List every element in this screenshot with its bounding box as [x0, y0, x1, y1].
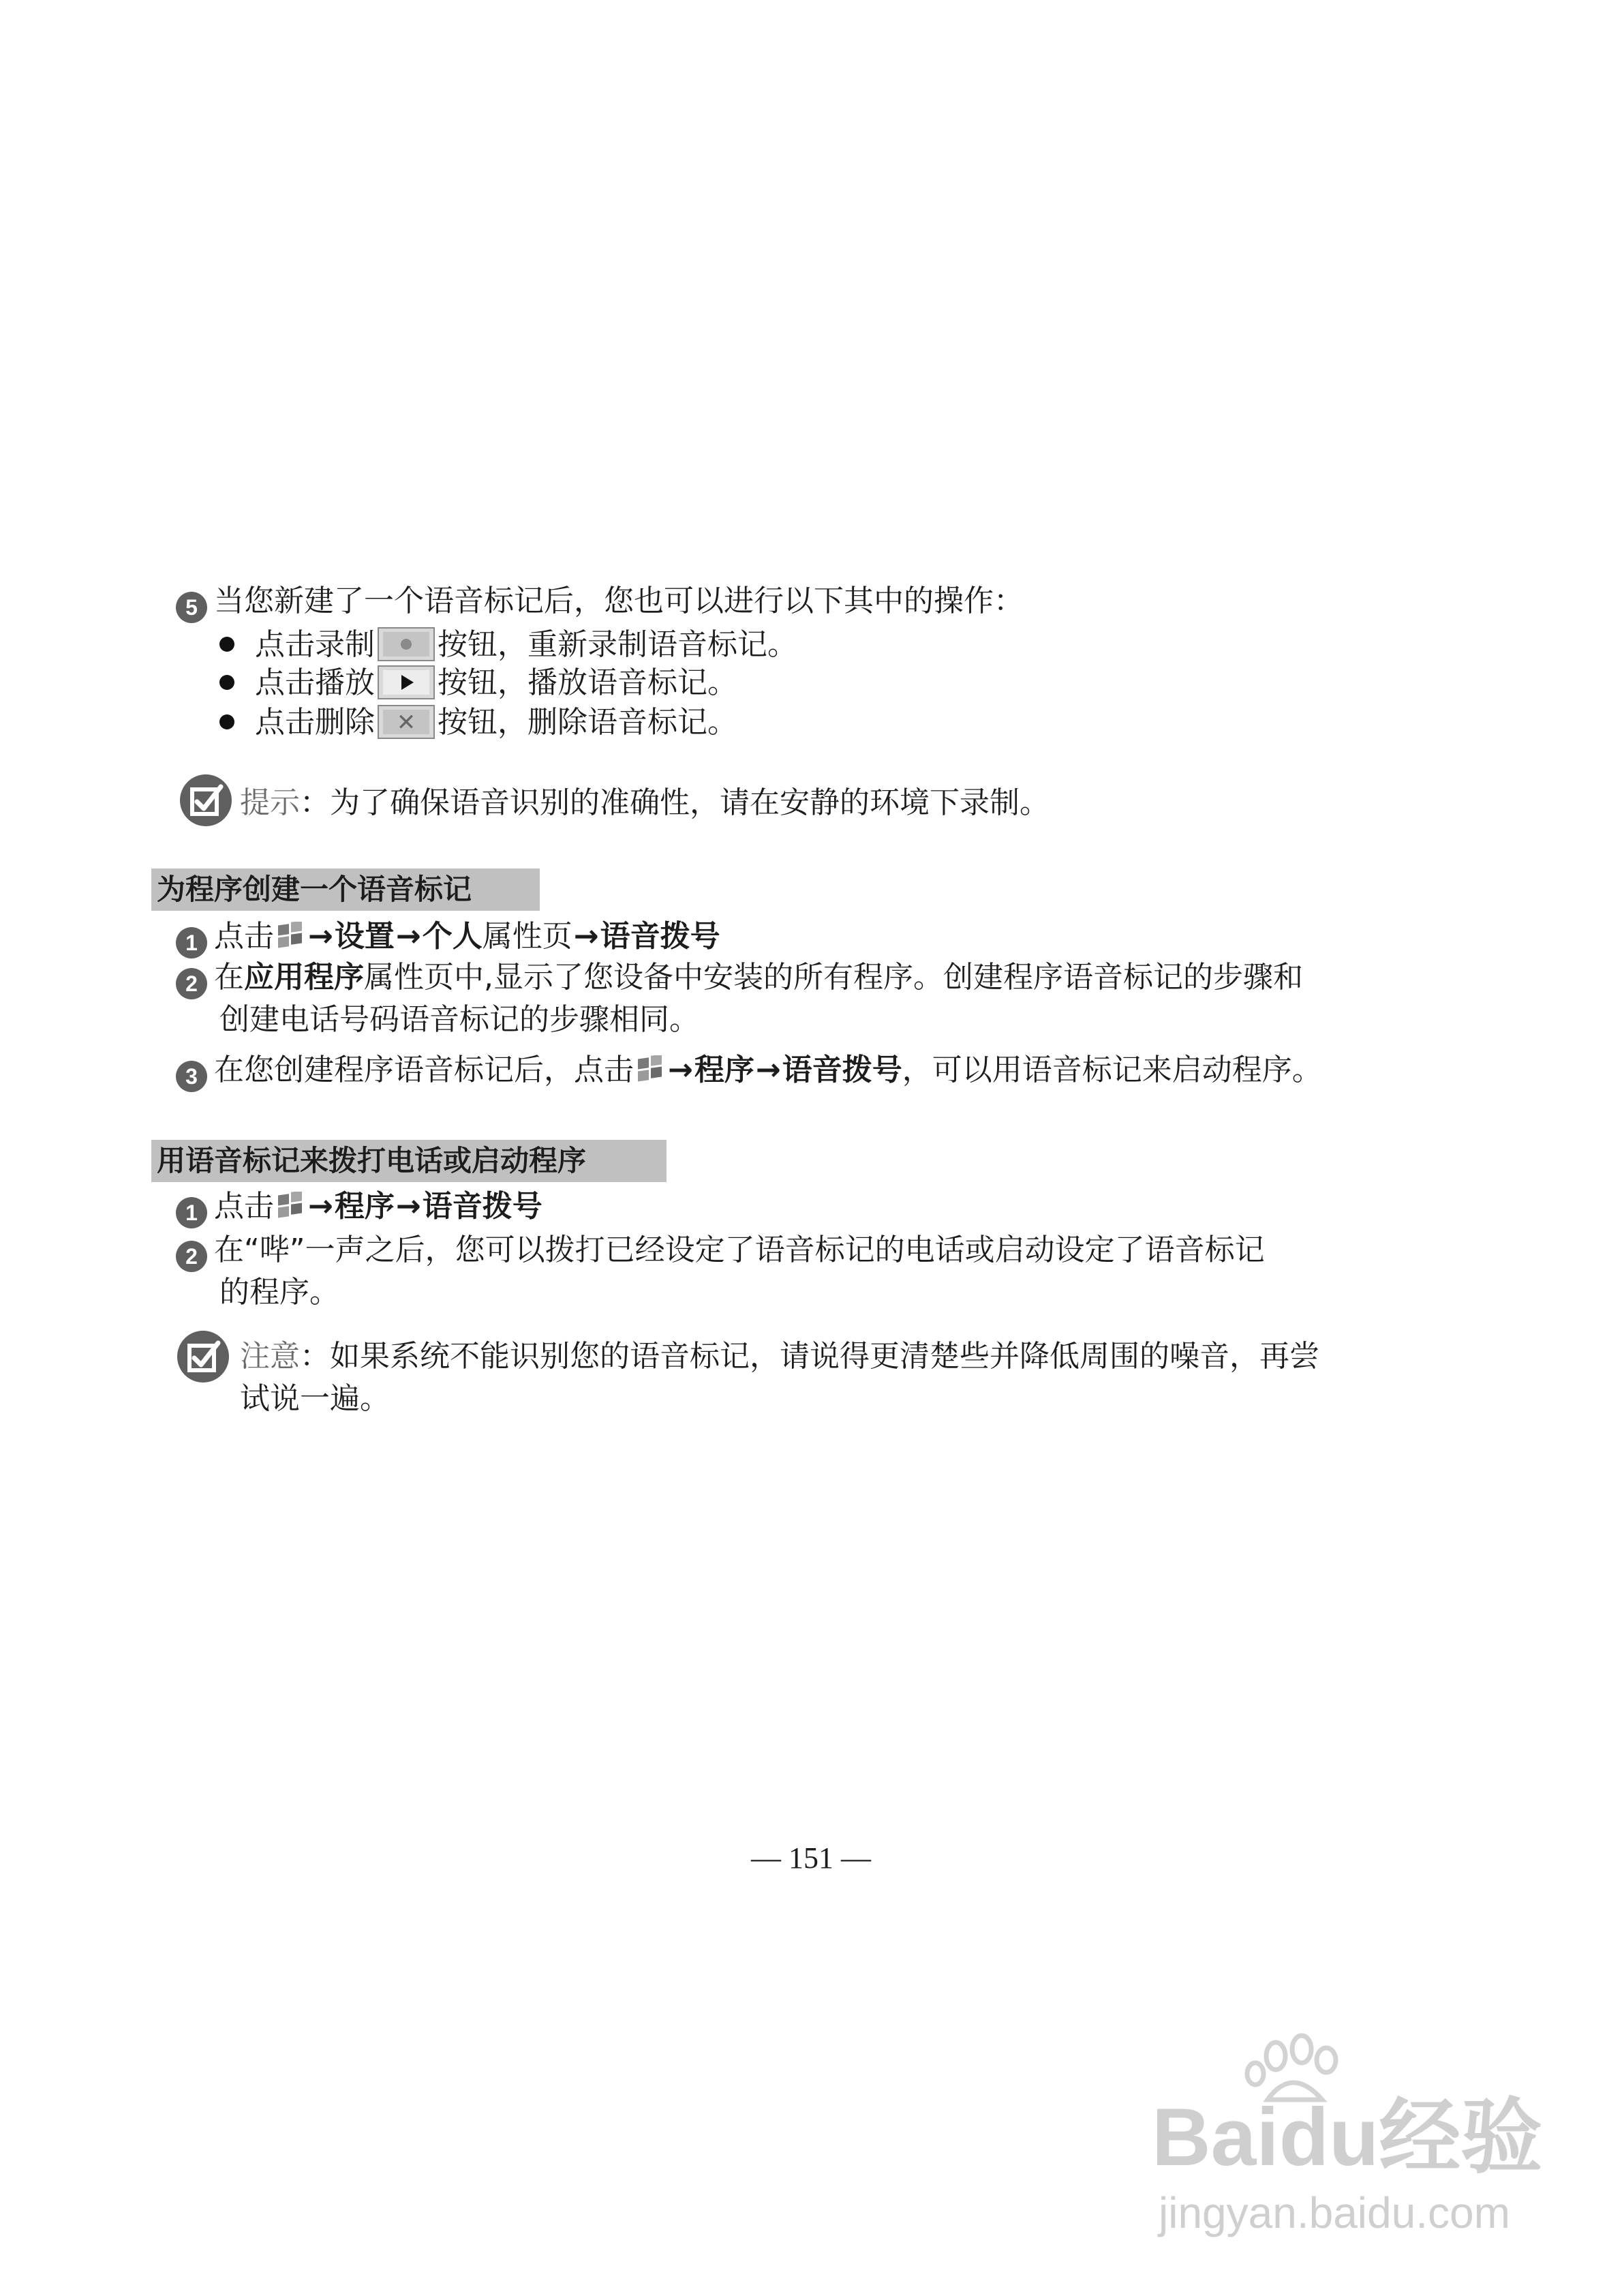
- bullet-dot-icon: [219, 675, 234, 690]
- delete-button-icon: ✕: [378, 705, 435, 739]
- step-number-badge: 2: [176, 1241, 207, 1272]
- windows-start-icon: [635, 1055, 665, 1085]
- section2-step2-line2: 的程序。: [219, 1275, 339, 1310]
- page-number: — 151 —: [751, 1841, 871, 1875]
- note-line1: 注意：如果系统不能识别您的语音标记，请说得更清楚些并降低周围的噪音，再尝: [240, 1339, 1319, 1374]
- section1-step2: 2 在应用程序属性页中,显示了您设备中安装的所有程序。创建程序语音标记的步骤和: [176, 957, 1303, 999]
- step-number-badge: 3: [176, 1061, 207, 1092]
- windows-start-icon: [275, 922, 305, 952]
- play-button-icon: [378, 665, 435, 699]
- bullet-play: 点击播放 按钮，播放语音标记。: [219, 663, 737, 704]
- section2-step2: 2 在“哔”一声之后，您可以拨打已经设定了语音标记的电话或启动设定了语音标记: [176, 1230, 1265, 1272]
- bullet-dot-icon: [219, 714, 234, 729]
- step-number-badge: 1: [176, 1197, 207, 1228]
- watermark-brand: Baidu经验: [1152, 2091, 1543, 2183]
- tip-line: [240, 783, 1050, 824]
- bullet-delete: 点击删除 ✕ 按钮，删除语音标记。: [219, 702, 737, 743]
- section-header-create-program-tag: 为程序创建一个语音标记: [151, 868, 540, 911]
- step-number-badge: 5: [176, 592, 207, 623]
- section2-step1: 1 点击 →程序→语音拨号: [176, 1186, 542, 1228]
- checkbox-note-icon: [176, 1329, 230, 1384]
- note-line2: 试说一遍。: [240, 1381, 390, 1416]
- checkbox-note-icon: [179, 773, 233, 828]
- watermark-url: jingyan.baidu.com: [1159, 2188, 1510, 2237]
- record-button-icon: [378, 627, 435, 661]
- tip-text: ：为了确保语音识别的准确性，请在安静的环境下录制。: [300, 785, 1050, 820]
- step-number-badge: 2: [176, 968, 207, 999]
- bullet-record: 点击录制 按钮，重新录制语音标记。: [219, 624, 797, 665]
- tip-label: 提示: [240, 785, 300, 820]
- windows-start-icon: [275, 1192, 305, 1222]
- step5-intro: 当您新建了一个语音标记后，您也可以进行以下其中的操作：: [214, 584, 1024, 618]
- step-number-badge: 1: [176, 927, 207, 958]
- bullet-dot-icon: [219, 637, 234, 652]
- section-header-dial-or-launch: 用语音标记来拨打电话或启动程序: [151, 1140, 667, 1182]
- note-label: 注意: [240, 1339, 300, 1374]
- section1-step2-line2: 创建电话号码语音标记的步骤相同。: [219, 1002, 699, 1037]
- step5-intro-line: [176, 581, 1024, 623]
- section1-step1: 1 点击 →设置→个人属性页→语音拨号: [176, 916, 720, 958]
- section1-step3: 3 在您创建程序语音标记后，点击 →程序→语音拨号，可以用语音标记来启动程序。: [176, 1050, 1322, 1092]
